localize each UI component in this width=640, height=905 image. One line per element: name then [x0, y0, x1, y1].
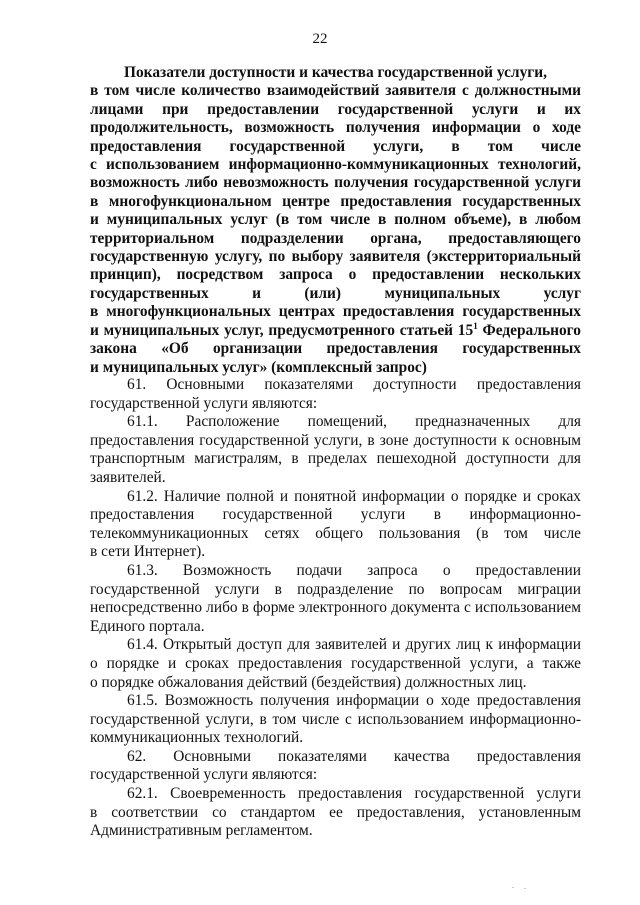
- paragraph-61-2: [90, 488, 581, 562]
- paragraph-line: предоставления государственной услуги, в зоне доступности к основным: [90, 431, 581, 449]
- paragraph-line: транспортным магистралям, в пределах пешеходной доступности для: [90, 450, 581, 468]
- paragraph-62-1: [90, 785, 581, 841]
- heading-line: принцип), посредством запроса о предоставлении нескольких: [90, 266, 581, 284]
- paragraph-61-3: [90, 562, 581, 636]
- heading-line: в многофункциональном центре предоставления государственных: [90, 192, 581, 210]
- heading-line: территориальном подразделении органа, предоставляющего: [90, 229, 581, 247]
- paragraph-line: Административным регламентом.: [90, 822, 313, 840]
- paragraph-line: Единого портала.: [90, 617, 205, 635]
- paragraph-line: 62.1. Своевременность предоставления государственной услуги: [127, 785, 581, 803]
- heading-line: и муниципальных услуг (в том числе в полном объеме), в любом: [90, 211, 581, 229]
- paragraph-line: в соответствии со стандартом ее предоставления, установленным: [90, 803, 581, 821]
- paragraph-line: предоставления государственной услуги в информационно-: [90, 506, 581, 524]
- heading-line: Показатели доступности и качества государственной услуги,: [124, 64, 547, 81]
- paragraph-line: 61.2. Наличие полной и понятной информации о порядке и сроках: [127, 487, 581, 505]
- paragraph-line: в сети Интернет).: [90, 543, 206, 561]
- heading-line: закона «Об организации предоставления государственных: [90, 340, 581, 358]
- scan-speck: [524, 888, 526, 889]
- article-superscript: 1: [473, 320, 478, 331]
- heading-line: государственных и (или) муниципальных услуг: [90, 284, 581, 302]
- paragraph-line: 61.1. Расположение помещений, предназначенных для: [127, 413, 581, 431]
- section-heading: [90, 64, 581, 377]
- heading-line: предоставления государственной услуги, в том числе: [90, 137, 581, 155]
- paragraph-line: государственной услуги в подразделение по вопросам миграции: [90, 580, 581, 598]
- heading-line: в том числе количество взаимодействий заявителя с должностными: [90, 82, 581, 100]
- paragraph-line: 61.4. Открытый доступ для заявителей и других лиц к информации: [127, 636, 581, 654]
- scan-speck: [512, 887, 514, 888]
- heading-line-tail: Федерального: [477, 321, 581, 339]
- paragraph-line: 61.5. Возможность получения информации о ходе предоставления: [127, 692, 581, 710]
- paragraph-line: государственной услуги, в том числе с использованием информационно-: [90, 710, 581, 728]
- paragraph-line: непосредственно либо в форме электронного документа с использованием: [90, 599, 581, 617]
- heading-line-text: и муниципальных услуг, предусмотренного статьей 15: [90, 321, 474, 339]
- paragraph-line: о порядке и сроках предоставления государственной услуги, а также: [90, 654, 581, 672]
- paragraph-line: о порядке обжалования действий (бездействия) должностных лиц.: [90, 673, 527, 691]
- heading-line: продолжительность, возможность получения информации о ходе: [90, 119, 581, 137]
- document-body: [90, 376, 581, 841]
- heading-line-with-superscript: [90, 322, 581, 340]
- heading-line: лицами при предоставлении государственной услуги и их: [90, 100, 581, 118]
- heading-line: в многофункциональных центрах предоставления государственных: [90, 303, 581, 321]
- paragraph-61-4: [90, 636, 581, 692]
- paragraph-61-5: [90, 692, 581, 748]
- paragraph-line: государственной услуги являются:: [90, 766, 318, 784]
- heading-line: с использованием информационно-коммуникационных технологий,: [90, 156, 581, 174]
- heading-line: возможность либо невозможность получения государственной услуги: [90, 174, 581, 192]
- paragraph-61: [90, 376, 581, 413]
- paragraph-line: 62. Основными показателями качества предоставления: [127, 747, 581, 765]
- heading-line: государственную услугу, по выбору заявителя (экстерриториальный: [90, 248, 581, 266]
- paragraph-line: коммуникационных технологий.: [90, 729, 304, 747]
- paragraph-line: заявителей.: [90, 468, 166, 486]
- page-number: 22: [312, 31, 328, 47]
- heading-line: и муниципальных услуг» (комплексный запрос): [90, 358, 427, 376]
- paragraph-line: 61.3. Возможность подачи запроса о предоставлении: [127, 561, 581, 579]
- paragraph-line: телекоммуникационных сетях общего пользования (в том числе: [90, 524, 581, 542]
- paragraph-line: государственной услуги являются:: [90, 394, 318, 412]
- paragraph-line: 61. Основными показателями доступности предоставления: [127, 376, 581, 393]
- paragraph-62: [90, 748, 581, 785]
- paragraph-61-1: [90, 413, 581, 487]
